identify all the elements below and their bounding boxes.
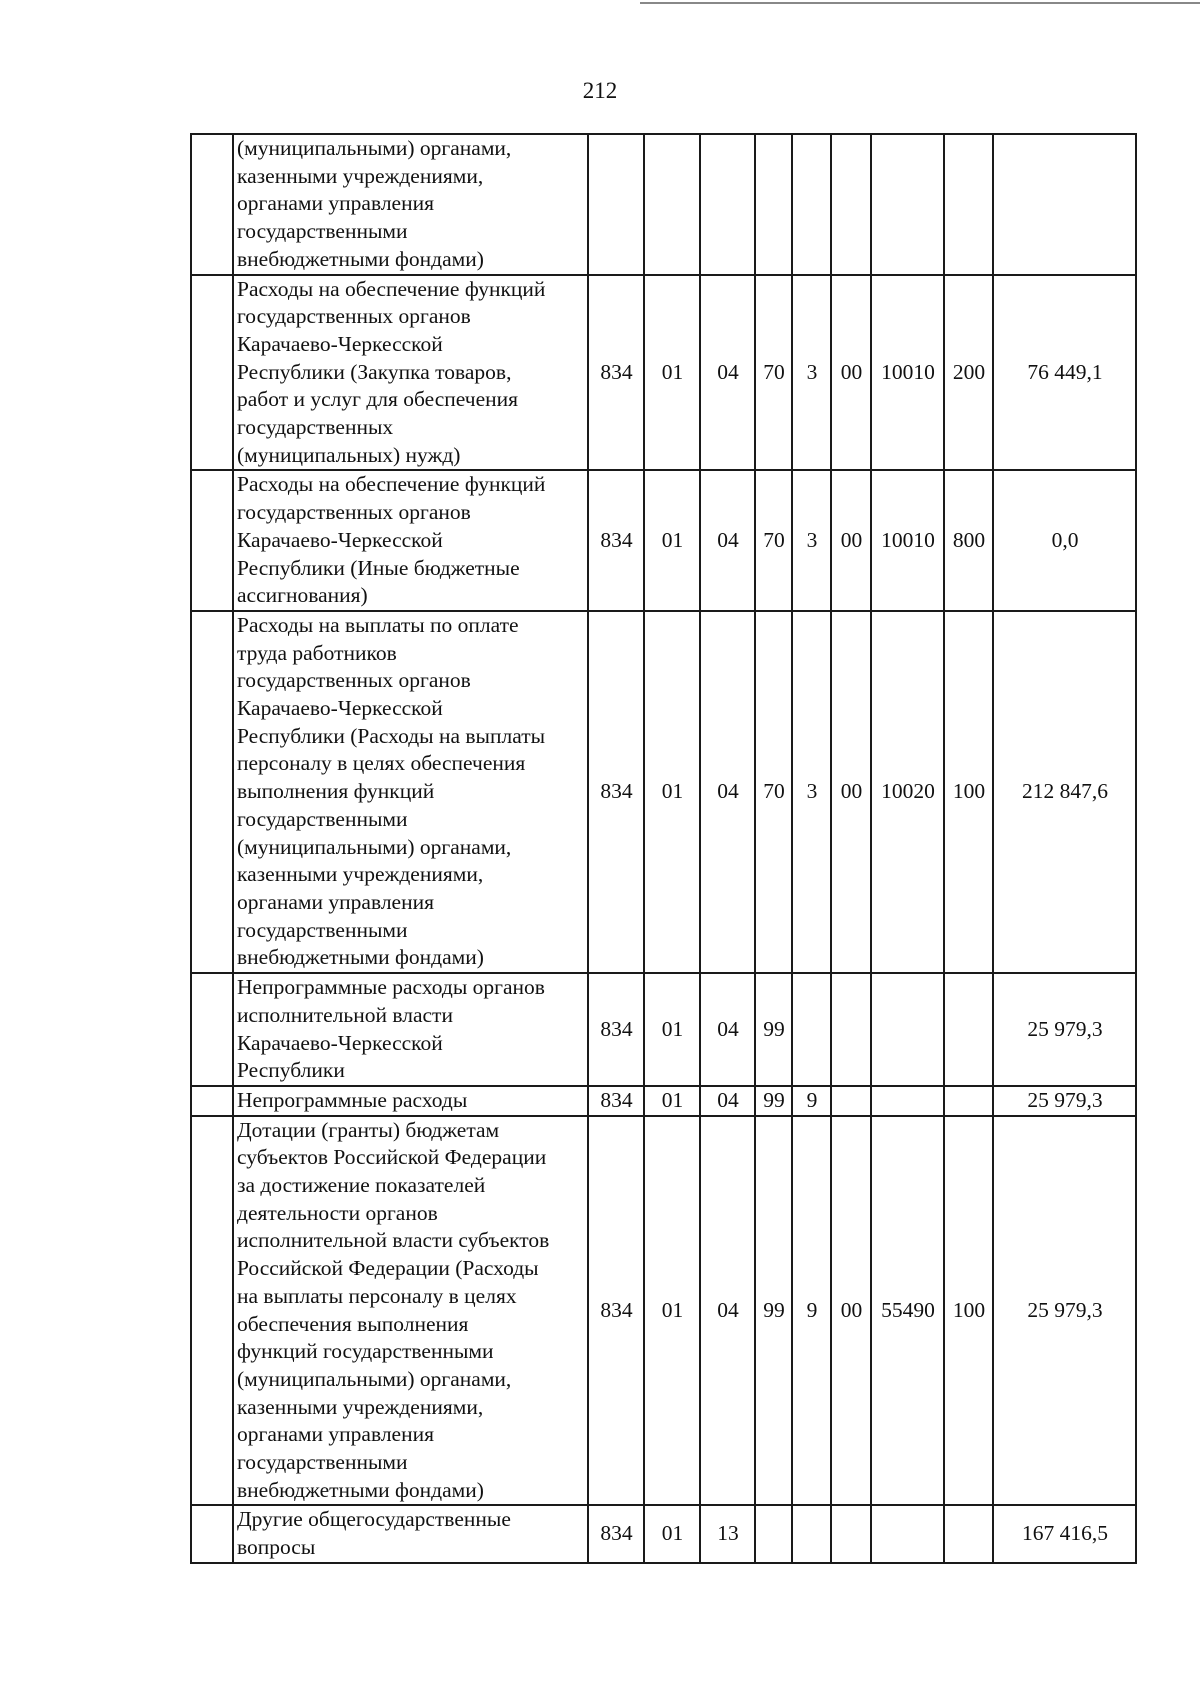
subsection-code-cell: 04 [700, 275, 755, 471]
expense-type-cell [944, 134, 993, 275]
expense-name-line: на выплаты персоналу в целях [237, 1283, 517, 1308]
row-number-cell [191, 134, 233, 275]
expense-type-cell: 100 [944, 611, 993, 973]
target-article-event-cell: 00 [831, 275, 871, 471]
expense-name-line: выполнения функций [237, 779, 435, 804]
target-article-subprogram-cell: 9 [792, 1116, 831, 1506]
expense-name-line: ассигнования) [237, 583, 368, 608]
expense-name-line: за достижение показателей [237, 1173, 486, 1198]
expense-name-line: государственных органов [237, 668, 471, 693]
amount-cell: 167 416,5 [993, 1505, 1136, 1562]
expense-name-line: Республики (Расходы на выплаты [237, 723, 546, 748]
target-article-direction-cell: 10010 [871, 470, 944, 611]
table-row [191, 1086, 1136, 1116]
section-code-cell [644, 134, 700, 275]
expense-name-line: государственными [237, 917, 408, 942]
section-code-cell: 01 [644, 275, 700, 471]
department-code-cell: 834 [588, 1086, 644, 1116]
department-code-cell: 834 [588, 275, 644, 471]
row-number-cell [191, 470, 233, 611]
expense-name-line: функций государственными [237, 1339, 494, 1364]
table-row [191, 470, 1136, 611]
department-code-cell [588, 134, 644, 275]
section-code-cell: 01 [644, 1116, 700, 1506]
subsection-code-cell [700, 134, 755, 275]
target-article-subprogram-cell: 3 [792, 611, 831, 973]
expense-name-line: внебюджетными фондами) [237, 1477, 484, 1502]
expense-name-line: органами управления [237, 889, 434, 914]
expense-name-line: государственных [237, 415, 394, 440]
expense-name-line: Непрограммные расходы [237, 1087, 468, 1112]
table-row [191, 134, 1136, 275]
target-article-direction-cell: 10020 [871, 611, 944, 973]
table-row [191, 1505, 1136, 1562]
subsection-code-cell: 04 [700, 973, 755, 1086]
target-article-program-cell [755, 1505, 792, 1562]
target-article-program-cell: 99 [755, 1086, 792, 1116]
budget-table [190, 133, 1137, 1564]
section-code-cell: 01 [644, 470, 700, 611]
expense-name-line: Карачаево-Черкесской [237, 527, 443, 552]
expense-name-line: органами управления [237, 191, 434, 216]
amount-cell: 25 979,3 [993, 1086, 1136, 1116]
target-article-direction-cell [871, 1505, 944, 1562]
page-number: 212 [582, 78, 618, 103]
department-code-cell: 834 [588, 470, 644, 611]
target-article-program-cell: 70 [755, 275, 792, 471]
expense-name-line: деятельности органов [237, 1200, 438, 1225]
expense-name-line: государственных органов [237, 500, 471, 525]
target-article-program-cell: 70 [755, 611, 792, 973]
expense-type-cell: 800 [944, 470, 993, 611]
target-article-subprogram-cell: 3 [792, 275, 831, 471]
expense-name-line: исполнительной власти [237, 1002, 453, 1027]
target-article-event-cell: 00 [831, 611, 871, 973]
table-body [191, 134, 1136, 1563]
target-article-program-cell [755, 134, 792, 275]
expense-name-line: казенными учреждениями, [237, 862, 484, 887]
row-number-cell [191, 973, 233, 1086]
row-number-cell [191, 1116, 233, 1506]
table-row [191, 275, 1136, 471]
expense-name-line: Расходы на обеспечение функций [237, 276, 546, 301]
expense-name-line: Другие общегосударственные [237, 1507, 511, 1532]
target-article-program-cell: 70 [755, 470, 792, 611]
target-article-direction-cell [871, 973, 944, 1086]
target-article-subprogram-cell [792, 134, 831, 275]
expense-name-cell [233, 1086, 588, 1116]
expense-name-line: субъектов Российской Федерации [237, 1145, 547, 1170]
expense-name-line: государственными [237, 219, 408, 244]
subsection-code-cell: 04 [700, 470, 755, 611]
department-code-cell: 834 [588, 1116, 644, 1506]
row-number-cell [191, 1086, 233, 1116]
expense-name-line: (муниципальными) органами, [237, 834, 512, 859]
expense-name-line: (муниципальными) органами, [237, 1366, 512, 1391]
amount-cell: 76 449,1 [993, 275, 1136, 471]
expense-name-line: Республики [237, 1058, 345, 1083]
target-article-event-cell [831, 1505, 871, 1562]
expense-name-line: обеспечения выполнения [237, 1311, 469, 1336]
amount-cell [993, 134, 1136, 275]
target-article-direction-cell [871, 1086, 944, 1116]
expense-name-line: внебюджетными фондами) [237, 945, 484, 970]
target-article-direction-cell: 10010 [871, 275, 944, 471]
department-code-cell: 834 [588, 973, 644, 1086]
expense-name-line: Карачаево-Черкесской [237, 1030, 443, 1055]
expense-name-line: казенными учреждениями, [237, 163, 484, 188]
expense-name-line: вопросы [237, 1535, 316, 1560]
target-article-subprogram-cell: 9 [792, 1086, 831, 1116]
amount-cell: 25 979,3 [993, 973, 1136, 1086]
expense-name-line: работ и услуг для обеспечения [237, 387, 519, 412]
amount-cell: 0,0 [993, 470, 1136, 611]
target-article-event-cell [831, 1086, 871, 1116]
expense-name-line: Российской Федерации (Расходы [237, 1256, 539, 1281]
expense-name-line: казенными учреждениями, [237, 1394, 484, 1419]
row-number-cell [191, 275, 233, 471]
expense-name-line: исполнительной власти субъектов [237, 1228, 550, 1253]
expense-name-cell [233, 973, 588, 1086]
expense-name-cell [233, 1505, 588, 1562]
department-code-cell: 834 [588, 611, 644, 973]
expense-name-line: (муниципальных) нужд) [237, 442, 461, 467]
expense-name-line: Карачаево-Черкесской [237, 331, 443, 356]
expense-name-cell [233, 611, 588, 973]
expense-name-line: Республики (Закупка товаров, [237, 359, 512, 384]
department-code-cell: 834 [588, 1505, 644, 1562]
section-code-cell: 01 [644, 973, 700, 1086]
expense-name-line: Карачаево-Черкесской [237, 696, 443, 721]
target-article-subprogram-cell: 3 [792, 470, 831, 611]
expense-name-line: Расходы на обеспечение функций [237, 472, 546, 497]
expense-name-cell [233, 275, 588, 471]
expense-name-cell [233, 1116, 588, 1506]
expense-name-cell [233, 470, 588, 611]
row-number-cell [191, 1505, 233, 1562]
expense-name-line: персоналу в целях обеспечения [237, 751, 526, 776]
target-article-event-cell [831, 973, 871, 1086]
target-article-subprogram-cell [792, 973, 831, 1086]
expense-name-line: Расходы на выплаты по оплате [237, 612, 519, 637]
expense-name-line: органами управления [237, 1422, 434, 1447]
target-article-program-cell: 99 [755, 1116, 792, 1506]
target-article-direction-cell [871, 134, 944, 275]
table-row [191, 611, 1136, 973]
section-code-cell: 01 [644, 1086, 700, 1116]
expense-name-line: (муниципальными) органами, [237, 136, 512, 160]
expense-type-cell [944, 973, 993, 1086]
expense-name-line: государственных органов [237, 304, 471, 329]
subsection-code-cell: 04 [700, 1116, 755, 1506]
target-article-event-cell: 00 [831, 470, 871, 611]
expense-name-line: Дотации (гранты) бюджетам [237, 1117, 500, 1142]
row-number-cell [191, 611, 233, 973]
scan-edge-line [640, 2, 1200, 4]
section-code-cell: 01 [644, 611, 700, 973]
table-row [191, 1116, 1136, 1506]
expense-type-cell: 200 [944, 275, 993, 471]
section-code-cell: 01 [644, 1505, 700, 1562]
expense-name-line: Республики (Иные бюджетные [237, 555, 520, 580]
target-article-event-cell: 00 [831, 1116, 871, 1506]
subsection-code-cell: 04 [700, 1086, 755, 1116]
amount-cell: 25 979,3 [993, 1116, 1136, 1506]
expense-type-cell: 100 [944, 1116, 993, 1506]
target-article-direction-cell: 55490 [871, 1116, 944, 1506]
target-article-program-cell: 99 [755, 973, 792, 1086]
subsection-code-cell: 04 [700, 611, 755, 973]
target-article-subprogram-cell [792, 1505, 831, 1562]
expense-type-cell [944, 1505, 993, 1562]
expense-name-cell [233, 134, 588, 275]
target-article-event-cell [831, 134, 871, 275]
expense-name-line: внебюджетными фондами) [237, 246, 484, 271]
expense-name-line: государственными [237, 806, 408, 831]
subsection-code-cell: 13 [700, 1505, 755, 1562]
expense-name-line: труда работников [237, 640, 397, 665]
expense-name-line: государственными [237, 1450, 408, 1475]
expense-name-line: Непрограммные расходы органов [237, 975, 545, 1000]
expense-type-cell [944, 1086, 993, 1116]
amount-cell: 212 847,6 [993, 611, 1136, 973]
table-row [191, 973, 1136, 1086]
